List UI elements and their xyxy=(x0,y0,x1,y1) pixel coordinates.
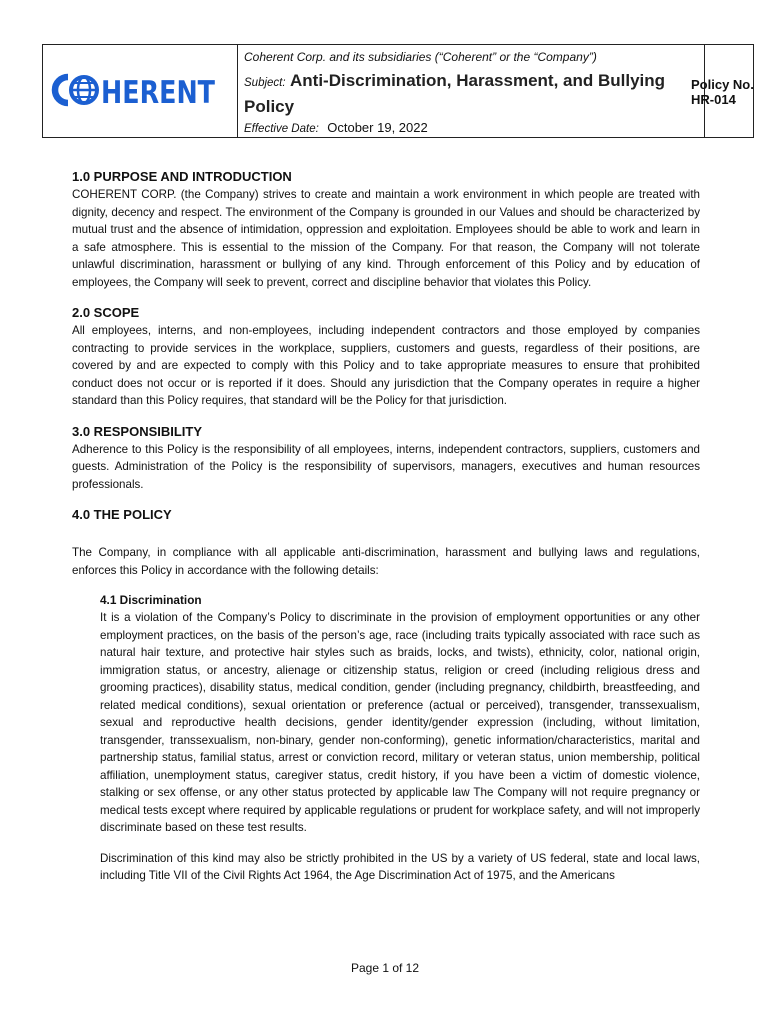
section-body-responsibility: Adherence to this Policy is the responsibility of all employees, interns, independent contractors, suppliers, customers and guests. Administration of the Policy is the responsibility of supervisors, managers, executives and human resources professionals. xyxy=(72,442,700,491)
section-title-purpose: 1.0 PURPOSE AND INTRODUCTION xyxy=(72,169,292,184)
section-title-policy: 4.0 THE POLICY xyxy=(72,507,172,522)
document-header xyxy=(42,44,754,138)
policy-number-value: HR-014 xyxy=(691,92,736,107)
subsection-title-discrimination: 4.1 Discrimination xyxy=(100,593,202,607)
effective-date-value: October 19, 2022 xyxy=(327,120,428,135)
subsection-discrimination xyxy=(100,592,700,885)
section-title-responsibility: 3.0 RESPONSIBILITY xyxy=(72,423,203,439)
effective-date xyxy=(244,119,428,137)
title-cell xyxy=(238,45,705,137)
section-body-scope: All employees, interns, and non-employees, including independent contractors and those employed by companies contracting to provide services in the workplace, suppliers, customers and guests, regardless of their positions, are covered by and are expected to comply with this Policy and to take appropriate measures to ensure that prohibited conduct does not occur or is reported if it does. Should any jurisdiction that the Company operates in require a higher standard than this Policy requires, that standard will be the Policy for that jurisdiction. xyxy=(72,324,700,407)
svg-text:HERENT: HERENT xyxy=(101,75,215,111)
coherent-logo xyxy=(49,67,219,113)
section-body-policy: The Company, in compliance with all applicable anti-discrimination, harassment and bullying laws and regulations, enforces this Policy in accordance with the following details: xyxy=(72,546,700,577)
subject-title: Anti-Discrimination, Harassment, and Bullying Policy xyxy=(244,71,666,116)
section-title-scope: 2.0 SCOPE xyxy=(72,305,140,320)
subject-line xyxy=(244,69,684,120)
effective-date-label: Effective Date: xyxy=(244,123,319,135)
section-body-purpose: COHERENT CORP. (the Company) strives to create and maintain a work environment in which people are treated with dignity, decency and respect. The environment of the Company is grounded in our Values and should be characterized by mutual trust and the absence of intimidation, oppression and exploitation. Employees should be able to work and learn in a safe atmosphere. This is essential to the mission of the Company. For that reason, the Company will not tolerate unlawful discrimination, harassment or bullying of any kind. Through enforcement of this Policy and by education of employees, the Company will seek to prevent, correct and discipline behavior that violates this Policy. xyxy=(72,188,700,289)
subsection-body-discrimination-laws: Discrimination of this kind may also be strictly prohibited in the US by a variety of US federal, state and local laws, including Title VII of the Civil Rights Act 1964, the Age Discrimination Act of 1975, and the Americans xyxy=(100,851,700,882)
policy-number xyxy=(691,77,773,107)
logo-cell xyxy=(43,45,238,137)
subsection-body-discrimination: It is a violation of the Company’s Policy to discriminate in the provision of employment opportunities or any other employment practices, on the basis of the person’s age, race (including traits typically associated with race such as natural hair texture, and protective hair styles such as braids, locks, and twists), ethnicity, color, national origin, immigration status, or ancestry, alienage or citizenship status, religion or creed (including religious dress and grooming practices), disability status, medical condition, gender (including pregnancy, childbirth, breastfeeding, and related medical conditions), sexual orientation or preference (actual or perceived), transgender, transsexualism, sexual and reproductive health decisions, gender identity/gender expression (including, without limitation, transgender, transsexualism, non-binary, gender non-conforming), genetic information/characteristics, marital and partnership status, familial status, arrest or conviction record, military or veteran status, union membership, political affiliation, unemployment status, caregiver status, credit history, if you have been a victim of domestic violence, stalking or sex offense, or any other status protected by applicable law The Company will not require pregnancy or medical tests except where required by applicable regulations or prudent for workplace safety, and will not improperly discriminate based on these test results. xyxy=(100,611,700,834)
policy-number-label: Policy No. xyxy=(691,77,754,92)
policy-number-cell xyxy=(691,45,754,137)
company-line: Coherent Corp. and its subsidiaries (“Coherent” or the “Company”) xyxy=(244,50,597,64)
document-body xyxy=(72,168,700,885)
subject-label: Subject: xyxy=(244,77,286,89)
page-number: Page 1 of 12 xyxy=(350,961,420,975)
